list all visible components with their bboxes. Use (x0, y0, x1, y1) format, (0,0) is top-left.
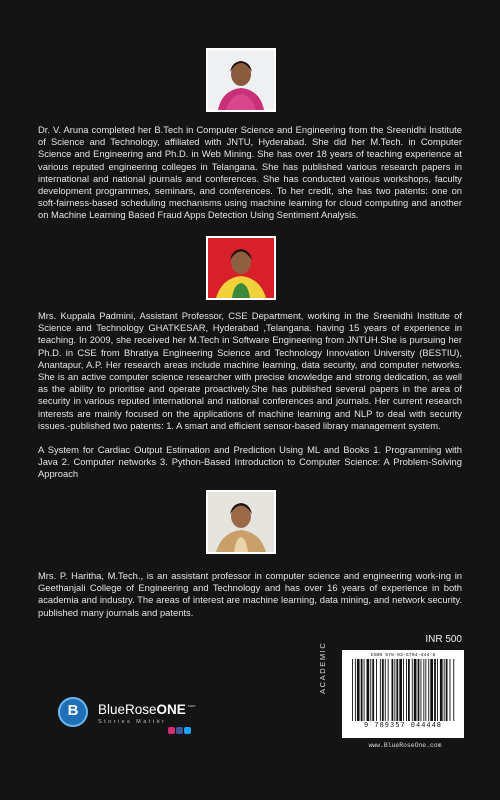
publisher-name-sup: .com (186, 703, 196, 708)
author-bio-2 (38, 310, 462, 481)
publisher-website: www.BlueRoseOne.com (368, 742, 442, 749)
bluerose-logo-icon (58, 697, 88, 727)
isbn-barcode (342, 650, 464, 738)
author-photo-2 (206, 236, 276, 300)
publisher-logo (58, 697, 208, 737)
barcode-bar (450, 659, 451, 721)
category-label: ACADEMIC (318, 641, 327, 694)
barcode-bar (364, 659, 365, 721)
barcode-bar (382, 659, 384, 721)
barcode-bar (352, 659, 353, 721)
barcode-bar (406, 659, 407, 721)
author-photo-2-icon (208, 238, 274, 298)
price-label: INR 500 (425, 634, 462, 645)
barcode-bar (437, 659, 438, 721)
author-photo-3 (206, 490, 276, 554)
barcode-bar (440, 659, 443, 721)
social-icons (168, 727, 191, 734)
barcode-bar (376, 659, 377, 721)
barcode-bar (399, 659, 402, 721)
barcode-bar (423, 659, 424, 721)
isbn-digits: 9 789357 044448 (363, 722, 442, 730)
author-bio-3 (38, 570, 462, 619)
barcode-bar (380, 659, 381, 721)
barcode-bar (372, 659, 374, 721)
barcode-bar (388, 659, 389, 721)
publisher-name-main: BlueRose (98, 702, 157, 717)
barcode-bar (421, 659, 422, 721)
barcode-bar (392, 659, 394, 721)
publisher-name-bold: ONE (156, 702, 186, 717)
logo-letter: B (67, 702, 79, 719)
author-photo-1 (206, 48, 276, 112)
facebook-icon[interactable] (176, 727, 183, 734)
author-bio-2-text: Mrs. Kuppala Padmini, Assistant Professor, CSE Department, working in the Sreenidhi Institute of Science and Technology GHATKESAR, Hyderabad ,Telangana. having 15 years of experience in teaching. In 2009, she received her M.Tech in Software Engineering from JNTUH.She is pursuing her Ph.D. in CSE from Bhratiya Engineering Science and Technology Innovation University (BESTIU), Anantapur, A.P. Her research areas include machine learning, data security, and computer networks. She is an active computer science researcher with precise knowledge and strong dedication, as well as the ability to prioritise and operate proactively.She has published several papers in the area of security in various reputed international and national conferences and journals. Her current research interests are mainly focused on the applications of machine learning and NLP to deal with security issues.-published two patents: 1. A smart and efficient sensor-based library management system. (38, 310, 462, 431)
barcode-bar (444, 659, 445, 721)
publisher-name (98, 702, 195, 717)
barcode-bar (396, 659, 398, 721)
author-bio-2-books: A System for Cardiac Output Estimation and Prediction Using ML and Books 1. Programming with Java 2. Computer networks 3. Python-Based Introduction to Computer Science: A Problem-Solving Approach (38, 444, 462, 480)
author-bio-3-text: Mrs. P. Haritha, M.Tech., is an assistant professor in computer science and engineering work-ing in Geethanjali College of Engineering and Technology and has over 16 years of experience in both academia and industry. The areas of interest are machine learning, data mining, and network security. published many journals and patents. (38, 570, 462, 618)
barcode-bar (361, 659, 363, 721)
barcode-bar (428, 659, 429, 721)
author-photo-3-icon (208, 492, 274, 552)
author-bio-1 (38, 124, 462, 222)
barcode-bar (357, 659, 360, 721)
barcode-bar (412, 659, 413, 721)
barcode-bar (453, 659, 454, 721)
barcode-bar (355, 659, 356, 721)
isbn-header: ISBN 978-93-5704-444-8 (370, 653, 436, 658)
barcode-bar (385, 659, 386, 721)
barcode-bar (403, 659, 404, 721)
twitter-icon[interactable] (184, 727, 191, 734)
barcode-bar (434, 659, 436, 721)
barcode-bar (446, 659, 448, 721)
barcode-bar (394, 659, 395, 721)
barcode-bar (418, 659, 420, 721)
barcode-bar (414, 659, 417, 721)
barcode-bar (408, 659, 410, 721)
instagram-icon[interactable] (168, 727, 175, 734)
barcode-icon (350, 659, 456, 721)
author-photo-1-icon (208, 50, 274, 110)
barcode-bar (425, 659, 426, 721)
barcode-bar (370, 659, 371, 721)
publisher-tagline: Stories Matter (98, 719, 167, 725)
barcode-bar (430, 659, 433, 721)
barcode-bar (367, 659, 370, 721)
author-bio-1-text: Dr. V. Aruna completed her B.Tech in Computer Science and Engineering from the Sreenidhi Institute of Science and Technology, affiliated with JNTU, Hyderabad. She did her M.Tech. in Computer Science and Engineering and Ph.D. in Web Mining. She has over 18 years of teaching experience at various reputed engineering colleges in Telangana. She has published various research papers in international and national journals and conferences. She has conducted various workshops, faculty development programmes, seminars, and conferences. To her credit, she has two patents: one on soft-fairness-based scheduling mechanisms using machine learning for cloud computing and another on Machine Learning Based Fraud Apps Detection Using Sentiment Analysis. (38, 124, 462, 221)
